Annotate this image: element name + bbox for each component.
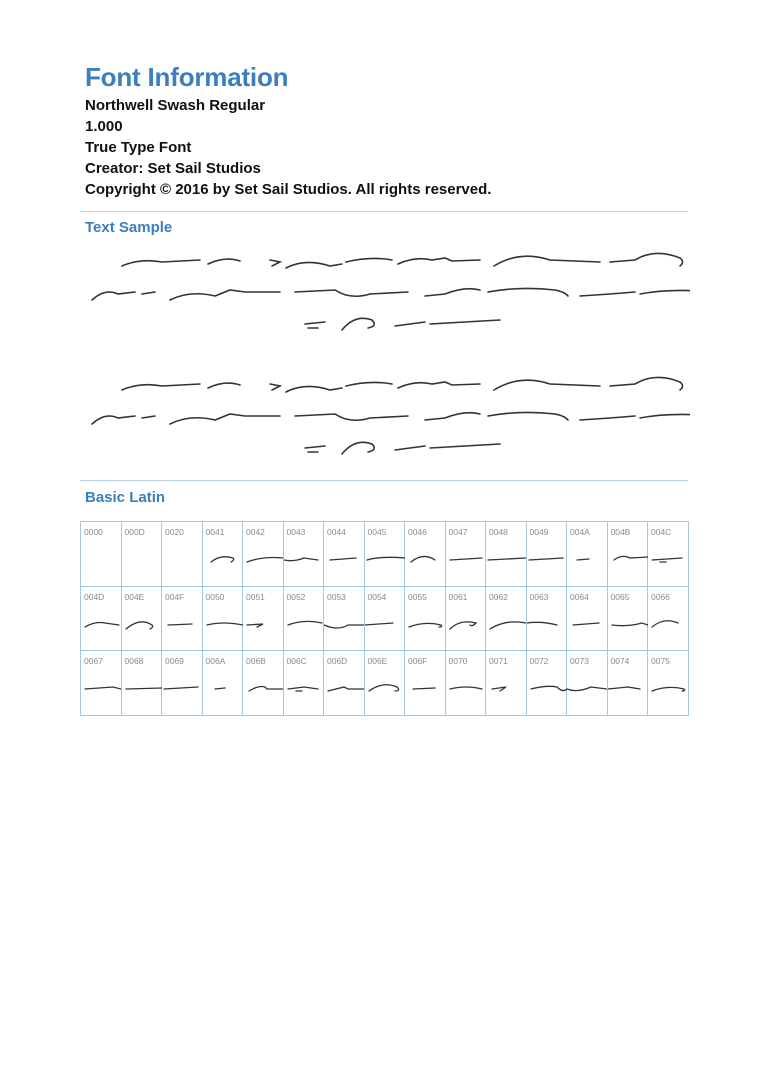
glyph-cell — [324, 651, 365, 716]
glyph-code: 004B — [610, 527, 631, 537]
glyph-code: 004E — [124, 591, 145, 602]
glyph-cell — [648, 586, 689, 651]
glyph-code: 0000 — [84, 527, 103, 537]
glyph-preview — [284, 681, 324, 701]
glyph-code: 0052 — [286, 591, 306, 602]
text-sample-heading: Text Sample — [85, 219, 173, 236]
font-version: 1.000 — [85, 118, 123, 135]
glyph-cell — [162, 522, 203, 587]
font-creator: Creator: Set Sail Studios — [85, 160, 261, 177]
glyph-code: 006E — [367, 656, 388, 666]
glyph-cell — [364, 522, 405, 587]
glyph-cell — [283, 586, 324, 651]
glyph-preview — [243, 681, 283, 701]
glyph-code: 0047 — [448, 527, 468, 537]
glyph-cell — [405, 651, 446, 716]
glyph-cell — [567, 522, 608, 587]
glyph-code: 0063 — [529, 591, 549, 602]
glyph-preview — [243, 552, 283, 572]
glyph-code: 006D — [327, 656, 348, 666]
glyph-cell — [202, 586, 243, 651]
glyph-code: 0064 — [570, 591, 589, 602]
glyph-preview — [486, 617, 526, 637]
glyph-preview — [203, 681, 243, 701]
glyph-cell — [567, 651, 608, 716]
glyph-grid-row — [81, 522, 689, 587]
basic-latin-heading: Basic Latin — [85, 489, 166, 506]
glyph-code: 006C — [286, 656, 307, 666]
glyph-cell — [648, 522, 689, 587]
glyph-cell — [324, 586, 365, 651]
glyph-code: 0071 — [489, 656, 508, 666]
glyph-grid-row — [81, 586, 689, 651]
glyph-preview — [162, 681, 202, 701]
glyph-cell — [364, 651, 405, 716]
glyph-preview — [608, 617, 648, 637]
glyph-cell — [607, 651, 648, 716]
glyph-preview — [567, 681, 607, 701]
glyph-code: 0062 — [489, 591, 508, 602]
glyph-code: 004A — [570, 527, 590, 537]
glyph-code: 0020 — [165, 527, 184, 537]
glyph-preview — [365, 681, 405, 701]
font-name: Northwell Swash Regular — [85, 97, 266, 114]
glyph-code: 0075 — [651, 656, 670, 666]
text-sample-block-2 — [80, 372, 690, 462]
glyph-preview — [648, 681, 688, 701]
glyph-code: 006F — [408, 656, 428, 666]
glyph-preview — [324, 617, 364, 637]
glyph-cell — [445, 586, 486, 651]
glyph-cell — [283, 522, 324, 587]
glyph-cell — [567, 586, 608, 651]
font-type: True Type Font — [85, 139, 192, 156]
glyph-preview — [405, 681, 445, 701]
glyph-preview — [608, 681, 648, 701]
glyph-code: 0067 — [84, 656, 103, 666]
glyph-preview — [446, 552, 486, 572]
glyph-preview — [162, 617, 202, 637]
glyph-code: 0043 — [286, 527, 306, 537]
font-info-block — [85, 95, 491, 200]
glyph-cell — [405, 586, 446, 651]
glyph-code: 0068 — [124, 656, 144, 666]
glyph-cell — [243, 651, 284, 716]
glyph-preview — [203, 552, 243, 572]
glyph-cell — [81, 522, 122, 587]
glyph-code: 004F — [165, 591, 185, 602]
glyph-code: 0048 — [489, 527, 508, 537]
glyph-preview — [122, 681, 162, 701]
glyph-cell — [648, 651, 689, 716]
glyph-cell — [405, 522, 446, 587]
glyph-cell — [202, 651, 243, 716]
glyph-code: 0050 — [205, 591, 225, 602]
glyph-cell — [162, 586, 203, 651]
glyph-code: 0074 — [610, 656, 630, 666]
glyph-grid — [80, 521, 689, 716]
glyph-preview — [365, 552, 405, 572]
glyph-cell — [243, 586, 284, 651]
glyph-cell — [202, 522, 243, 587]
glyph-code: 0072 — [529, 656, 549, 666]
glyph-code: 0066 — [651, 591, 670, 602]
glyph-code: 0054 — [367, 591, 387, 602]
glyph-cell — [607, 586, 648, 651]
glyph-cell — [607, 522, 648, 587]
glyph-preview — [405, 552, 445, 572]
glyph-cell — [121, 651, 162, 716]
glyph-preview — [527, 552, 567, 572]
glyph-code: 0053 — [327, 591, 346, 602]
glyph-code: 0045 — [367, 527, 387, 537]
glyph-cell — [486, 522, 527, 587]
glyph-code: 004C — [651, 527, 672, 537]
glyph-cell — [526, 651, 567, 716]
glyph-cell — [526, 586, 567, 651]
glyph-code: 0042 — [246, 527, 265, 537]
glyph-cell — [486, 651, 527, 716]
glyph-code: 006B — [246, 656, 266, 666]
text-sample-block-1 — [80, 248, 690, 338]
font-copyright: Copyright © 2016 by Set Sail Studios. All rights reserved. — [85, 181, 492, 198]
glyph-preview — [122, 617, 162, 637]
glyph-preview — [527, 681, 567, 701]
glyph-code: 0049 — [529, 527, 549, 537]
glyph-preview — [648, 617, 688, 637]
glyph-preview — [284, 552, 324, 572]
glyph-cell — [486, 586, 527, 651]
divider — [80, 211, 688, 212]
glyph-cell — [121, 522, 162, 587]
glyph-code: 006A — [205, 656, 226, 666]
glyph-preview — [486, 552, 526, 572]
glyph-code: 0069 — [165, 656, 184, 666]
glyph-preview — [324, 552, 364, 572]
glyph-cell — [445, 651, 486, 716]
glyph-cell — [121, 586, 162, 651]
glyph-preview — [405, 617, 445, 637]
glyph-preview — [284, 617, 324, 637]
glyph-preview — [648, 552, 688, 572]
glyph-preview — [203, 617, 243, 637]
glyph-preview — [243, 617, 283, 637]
glyph-preview — [81, 681, 121, 701]
glyph-cell — [162, 651, 203, 716]
glyph-code: 000D — [124, 527, 145, 537]
glyph-cell — [243, 522, 284, 587]
glyph-preview — [365, 617, 405, 637]
glyph-preview — [446, 681, 486, 701]
glyph-code: 0041 — [205, 527, 225, 537]
glyph-code: 0061 — [448, 591, 468, 602]
glyph-grid-row — [81, 651, 689, 716]
glyph-code: 0070 — [448, 656, 468, 666]
glyph-preview — [567, 617, 607, 637]
glyph-preview — [567, 552, 607, 572]
glyph-preview — [486, 681, 526, 701]
glyph-cell — [445, 522, 486, 587]
glyph-cell — [526, 522, 567, 587]
glyph-preview — [324, 681, 364, 701]
glyph-preview — [81, 617, 121, 637]
page-title: Font Information — [85, 62, 289, 92]
glyph-preview — [608, 552, 648, 572]
glyph-code: 0046 — [408, 527, 427, 537]
glyph-cell — [81, 651, 122, 716]
glyph-cell — [283, 651, 324, 716]
glyph-code: 0055 — [408, 591, 427, 602]
glyph-cell — [81, 586, 122, 651]
glyph-preview — [527, 617, 567, 637]
glyph-cell — [324, 522, 365, 587]
glyph-code: 0065 — [610, 591, 630, 602]
glyph-cell — [364, 586, 405, 651]
divider — [80, 480, 688, 481]
glyph-code: 0073 — [570, 656, 589, 666]
glyph-code: 0051 — [246, 591, 265, 602]
glyph-preview — [446, 617, 486, 637]
glyph-code: 004D — [84, 591, 105, 602]
glyph-code: 0044 — [327, 527, 346, 537]
